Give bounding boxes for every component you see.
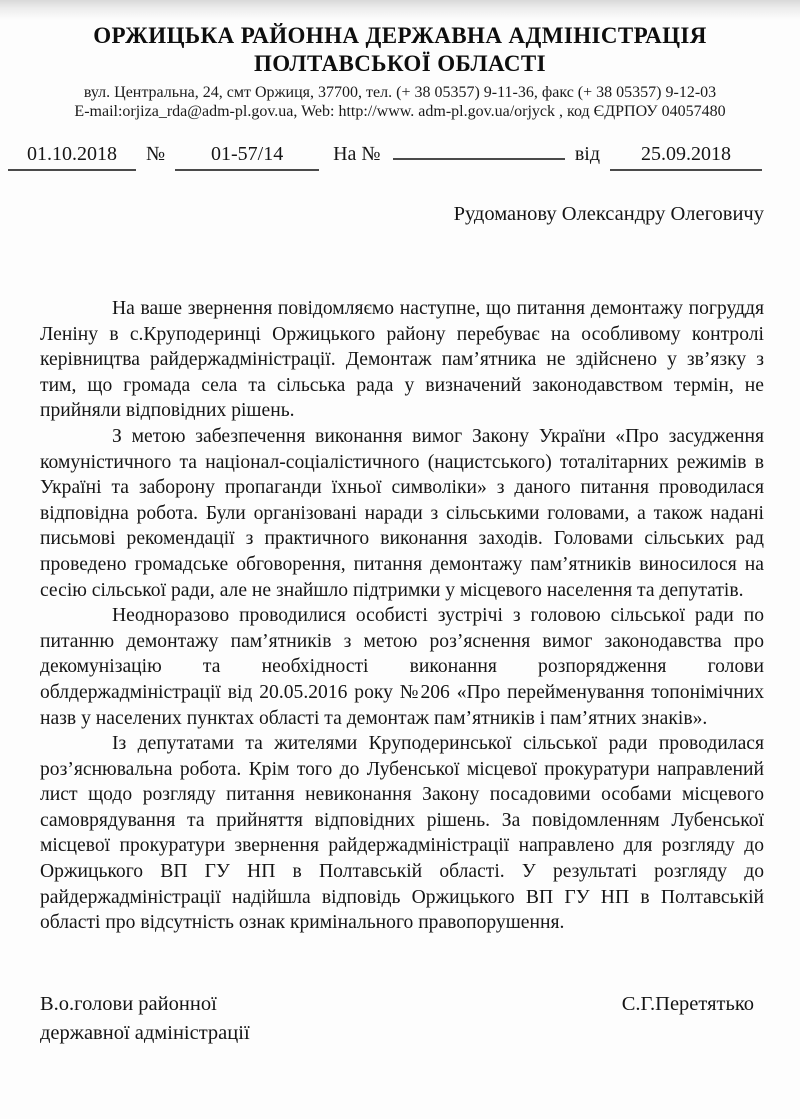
body-paragraph: На ваше звернення повідомляємо наступне, що питання демонтажу погруддя Леніну в с.Круподеринці Оржицького району перебуває на особливому контролі керівництва райдержадміністрації. Демонтаж пам’ятника не здійснено у зв’язку з тим, що громада села та сільська рада у визначений законодавством термін, не прийняли відповідних рішень. [40, 298, 764, 422]
signer-name: С.Г.Перетятько [621, 992, 754, 1015]
letter-body [40, 296, 764, 936]
org-contact-line: E-mail:orjiza_rda@adm-pl.gov.ua, Web: http://www. adm-pl.gov.ua/orjyck , код ЄДРПОУ 04057480 [74, 103, 726, 120]
signer-position-line2: державної адміністрації [40, 1021, 250, 1044]
number-label: № [146, 143, 166, 165]
signature-block [40, 990, 754, 1048]
body-paragraph: Із депутатами та жителями Круподеринської сільської ради проводилася роз’яснювальна робота. Крім того до Лубенської місцевої прокуратури направлений лист щодо розгляду питання невиконання Закону посадовими особами місцевого самоврядування та прийняття відповідних рішень. За повідомленням Лубенської місцевої прокуратури звернення райдержадміністрації направлено для розгляду до Оржицького ВП ГУ НП в Полтавській області. У результаті розгляду до райдержадміністрації надійшла відповідь Оржицького ВП ГУ НП в Полтавській області про відсутність ознак кримінального правопорушення. [40, 733, 764, 934]
org-address-line: вул. Центральна, 24, смт Оржиця, 37700, тел. (+ 38 05357) 9-11-36, факс (+ 38 05357) 9-12-03 [83, 84, 717, 101]
outgoing-number-field: 01-57/14 [175, 143, 319, 171]
org-name-line1: ОРЖИЦЬКА РАЙОННА ДЕРЖАВНА АДМІНІСТРАЦІЯ [93, 23, 707, 48]
letterhead [0, 0, 800, 121]
from-date-label: від [574, 143, 600, 165]
body-paragraph: Неодноразово проводилися особисті зустрічі з головою сільської ради по питанню демонтажу пам’ятників з метою роз’яснення вимог законодавства про декомунізацію та необхідності виконання розпорядження голови облдержадміністрації від 20.05.2016 року №206 «Про перейменування топонімічних назв у населених пунктах області та демонтаж пам’ятників і пам’ятних знаків». [40, 605, 764, 729]
reply-number-label: На № [333, 143, 381, 165]
reply-number-field [393, 155, 565, 160]
reference-row [8, 143, 762, 171]
signer-position-line1: В.о.голови районної [40, 992, 217, 1015]
signer-position [40, 990, 250, 1048]
body-paragraph: З метою забезпечення виконання вимог Закону України «Про засудження комуністичного та націонал-соціалістичного (нацистського) тоталітарних режимів в Україні та заборону пропаганди їхньої символіки» з даного питання проводилася відповідна робота. Були організовані наради з сільськими головами, а також надані письмові рекомендації з практичного виконання заходів. Головами сільських рад проведено громадське обговорення, питання демонтажу пам’ятників виносилося на сесію сільської ради, але не знайшло підтримки у місцевого населення та депутатів. [40, 425, 764, 601]
recipient-name: Рудоманову Олександру Олеговичу [453, 203, 764, 225]
incoming-date-field: 25.09.2018 [610, 143, 762, 171]
org-name-line2: ПОЛТАВСЬКОЇ ОБЛАСТІ [253, 51, 547, 76]
outgoing-date-field: 01.10.2018 [8, 143, 136, 171]
